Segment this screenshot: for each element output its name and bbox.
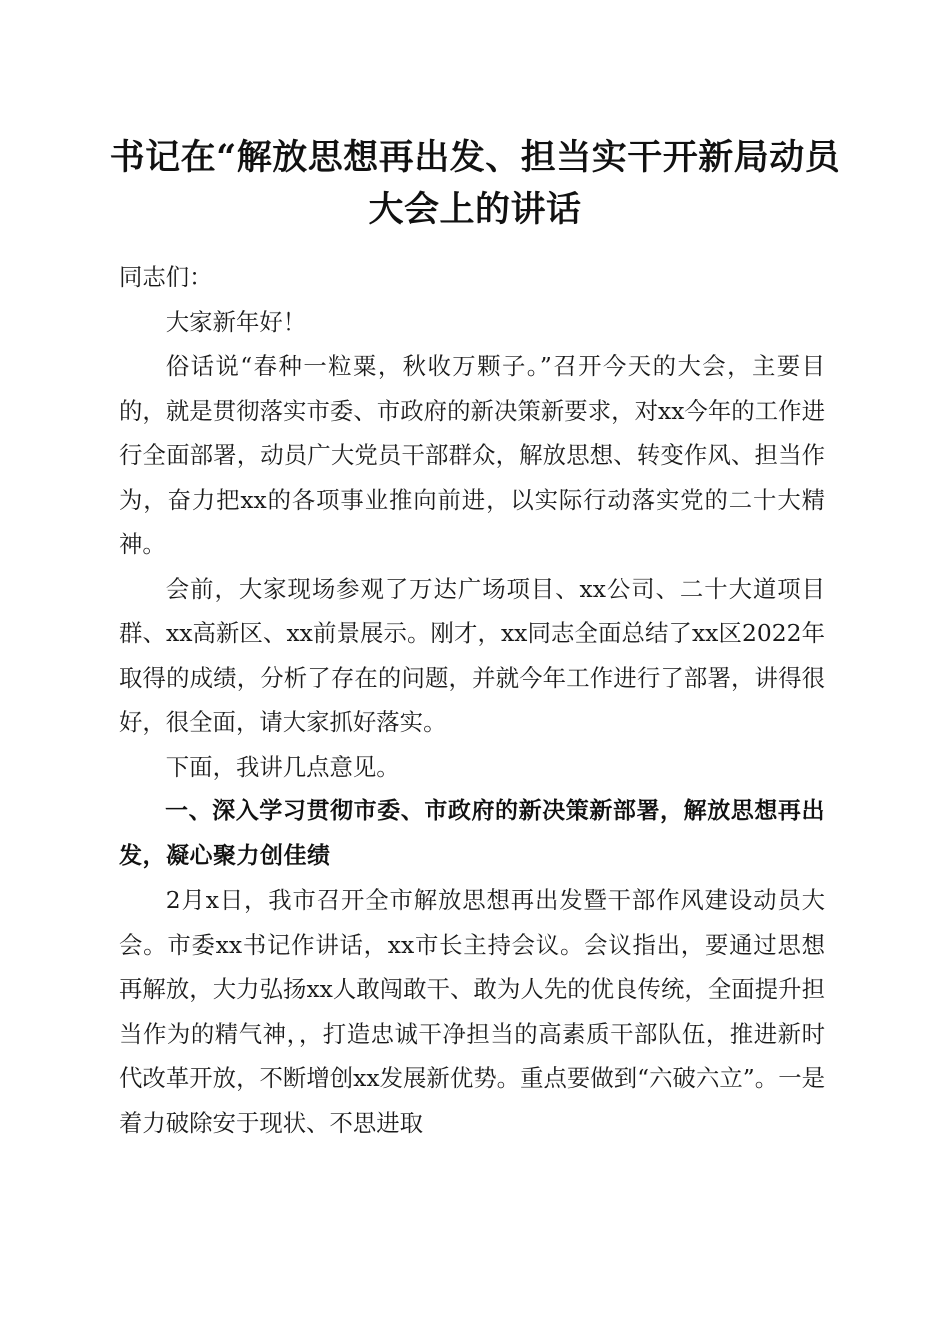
document-body xyxy=(119,255,825,1145)
section-heading: 一、深入学习贯彻市委、市政府的新决策新部署，解放思想再出发，凝心聚力创佳绩 xyxy=(119,798,825,869)
document-title: 书记在“解放思想再出发、担当实干开新局动员大会上的讲话 xyxy=(109,137,841,230)
paragraph-greeting: 大家新年好！ xyxy=(165,307,307,336)
paragraph-section-one: 2月x日，我市召开全市解放思想再出发暨干部作风建设动员大会。市委xx书记作讲话，xx市长主持会议。会议指出，要通过思想再解放，大力弘扬xx人敢闯敢干、敢为人先的优良传统，全面提升担当作为的精气神，，打造忠诚干净担当的高素质干部队伍，推进新时代改革开放，不断增创xx发展新优势。重点要做到“六破六立”。一是着力破除安于现状、不思进取 xyxy=(119,886,825,1137)
paragraph-purpose: 俗话说“春种一粒粟，秋收万颗子。”召开今天的大会，主要目的，就是贯彻落实市委、市政府的新决策新要求，对xx今年的工作进行全面部署，动员广大党员干部群众，解放思想、转变作风、担当作为，奋力把xx的各项事业推向前进，以实际行动落实党的二十大精神。 xyxy=(119,352,825,558)
salutation: 同志们： xyxy=(119,263,213,291)
paragraph-transition: 下面，我讲几点意见。 xyxy=(165,752,400,781)
paragraph-review: 会前，大家现场参观了万达广场项目、xx公司、二十大道项目群、xx高新区、xx前景展示。刚才，xx同志全面总结了xx区2022年取得的成绩，分析了存在的问题，并就今年工作进行了部署，讲得很好，很全面，请大家抓好落实。 xyxy=(119,574,825,736)
